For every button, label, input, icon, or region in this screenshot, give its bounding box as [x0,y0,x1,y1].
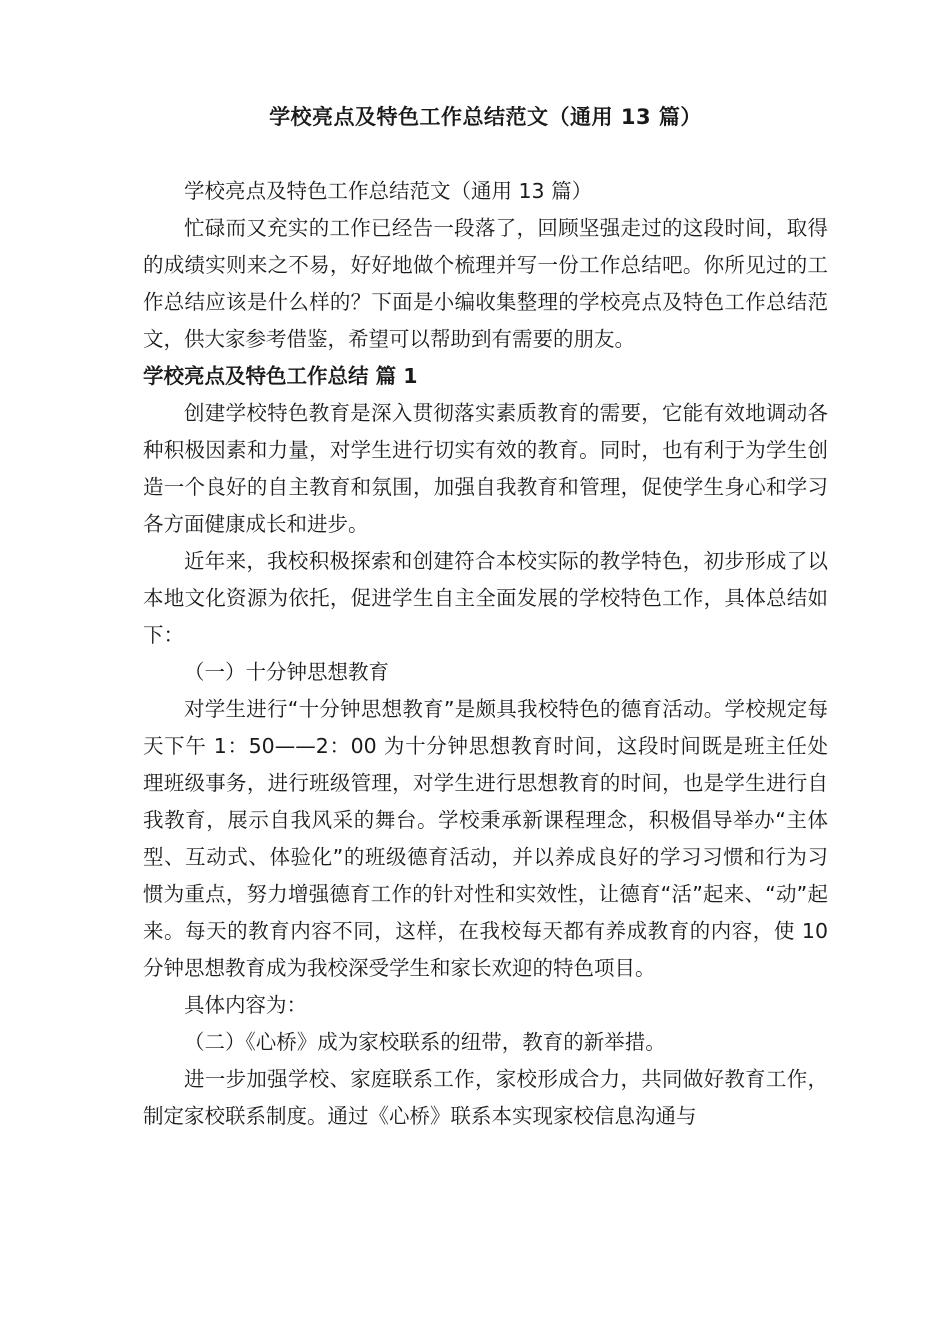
paragraph-subtitle: 学校亮点及特色工作总结范文（通用 13 篇） [184,179,593,203]
paragraph-body: 进一步加强学校、家庭联系工作，家校形成合力，共同做好教育工作，制定家校联系制度。通过《心桥》联系本实现家校信息沟通与 [143,1067,828,1128]
subheading-xinqiao: （二）《心桥》成为家校联系的纽带，教育的新举措。 [184,1030,666,1054]
paragraph-body: 创建学校特色教育是深入贯彻落实素质教育的需要，它能有效地调动各种积极因素和力量，对学生进行切实有效的教育。同时，也有利于为学生创造一个良好的自主教育和氛围，加强自我教育和管理，促使学生身心和学习各方面健康成长和进步。 [143,401,828,536]
document-page [143,100,828,1135]
paragraph-intro: 忙碌而又充实的工作已经告一段落了，回顾坚强走过的这段时间，取得的成绩实则来之不易，好好地做个梳理并写一份工作总结吧。你所见过的工作总结应该是什么样的？下面是小编收集整理的学校亮点及特色工作总结范文，供大家参考借鉴，希望可以帮助到有需要的朋友。 [143,216,828,351]
section-heading-1: 学校亮点及特色工作总结 篇 1 [143,364,418,388]
subheading-ten-minute: （一）十分钟思想教育 [184,660,389,684]
paragraph-body: 对学生进行“十分钟思想教育”是颇具我校特色的德育活动。学校规定每天下午 1：50——2：00 为十分钟思想教育时间，这段时间既是班主任处理班级事务，进行班级管理，对学生进行思想教育的时间，也是学生进行自我教育，展示自我风采的舞台。学校秉承新课程理念，积极倡导举办“主体型、互动式、体验化”的班级德育活动，并以养成良好的学习习惯和行为习惯为重点，努力增强德育工作的针对性和实效性，让德育“活”起来、“动”起来。每天的教育内容不同，这样，在我校每天都有养成教育的内容，使 10 分钟思想教育成为我校深受学生和家长欢迎的特色项目。 [143,697,828,980]
document-title: 学校亮点及特色工作总结范文（通用 13 篇） [269,105,702,129]
paragraph-body: 近年来，我校积极探索和创建符合本校实际的教学特色，初步形成了以本地文化资源为依托，促进学生自主全面发展的学校特色工作，具体总结如下： [143,549,828,647]
paragraph-body: 具体内容为： [184,993,307,1017]
